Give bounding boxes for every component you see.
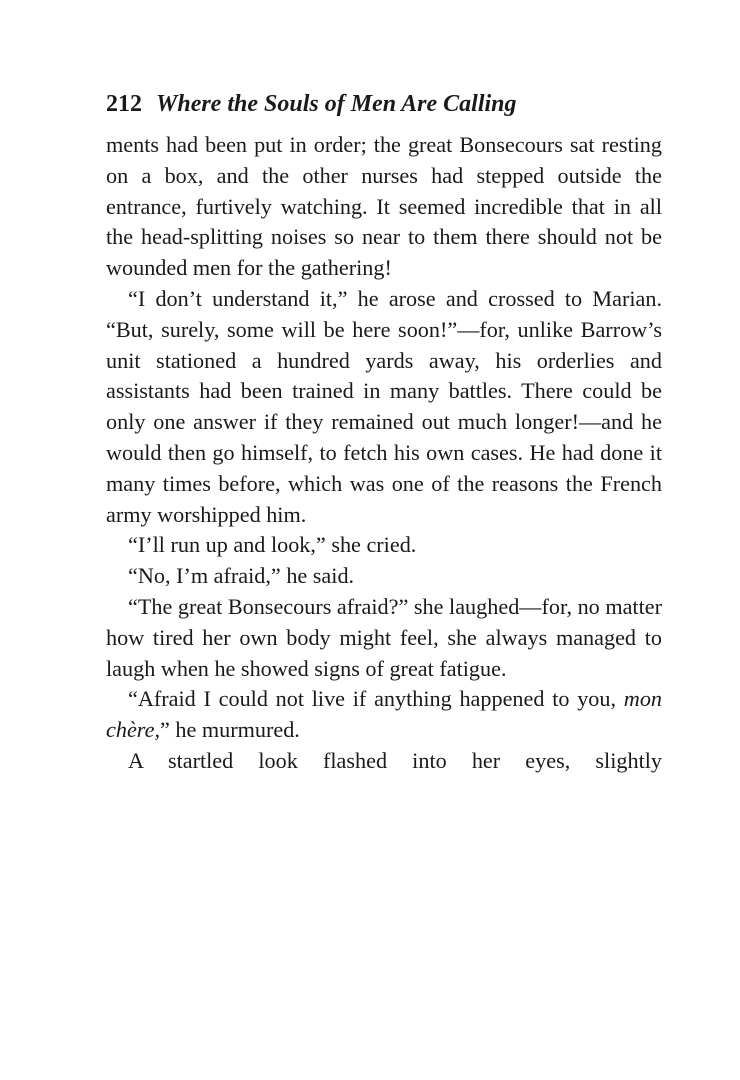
running-title: Where the Souls of Men Are Calling [156, 91, 517, 117]
paragraph: ments had been put in order; the great Bonsecours sat resting on a box, and the other nurses had stepped outside the entrance, furtively watching. It seemed incredible that in all the head-splitting noises so near to them there should not be wounded men for the gathering! [106, 132, 662, 281]
paragraph [106, 684, 662, 746]
body-text [106, 130, 662, 777]
paragraph: A startled look flashed into her eyes, slightly [128, 747, 662, 773]
paragraph-text: “Afraid I could not live if anything happened to you, [128, 686, 617, 712]
paragraph: “The great Bonsecours afraid?” she laughed—for, no matter how tired her own body might feel, she always managed to laugh when he showed signs of great fatigue. [106, 593, 662, 681]
italic-phrase: mon chère, [106, 686, 663, 743]
paragraph: “No, I’m afraid,” he said. [128, 563, 355, 589]
paragraph: “I don’t understand it,” he arose and crossed to Marian. “But, surely, some will be here soon!”—for, unlike Barrow’s unit stationed a hundred yards away, his orderlies and assistants had been trained in many battles. There could be only one answer if they remained out much longer!—and he would then go himself, to fetch his own cases. He had done it many times before, which was one of the reasons the French army worshipped him. [106, 285, 662, 527]
running-head [106, 86, 662, 122]
paragraph: “I’ll run up and look,” she cried. [128, 532, 417, 558]
paragraph-text: ” he murmured. [160, 717, 300, 743]
book-page [106, 86, 662, 777]
page-number: 212 [106, 91, 142, 117]
